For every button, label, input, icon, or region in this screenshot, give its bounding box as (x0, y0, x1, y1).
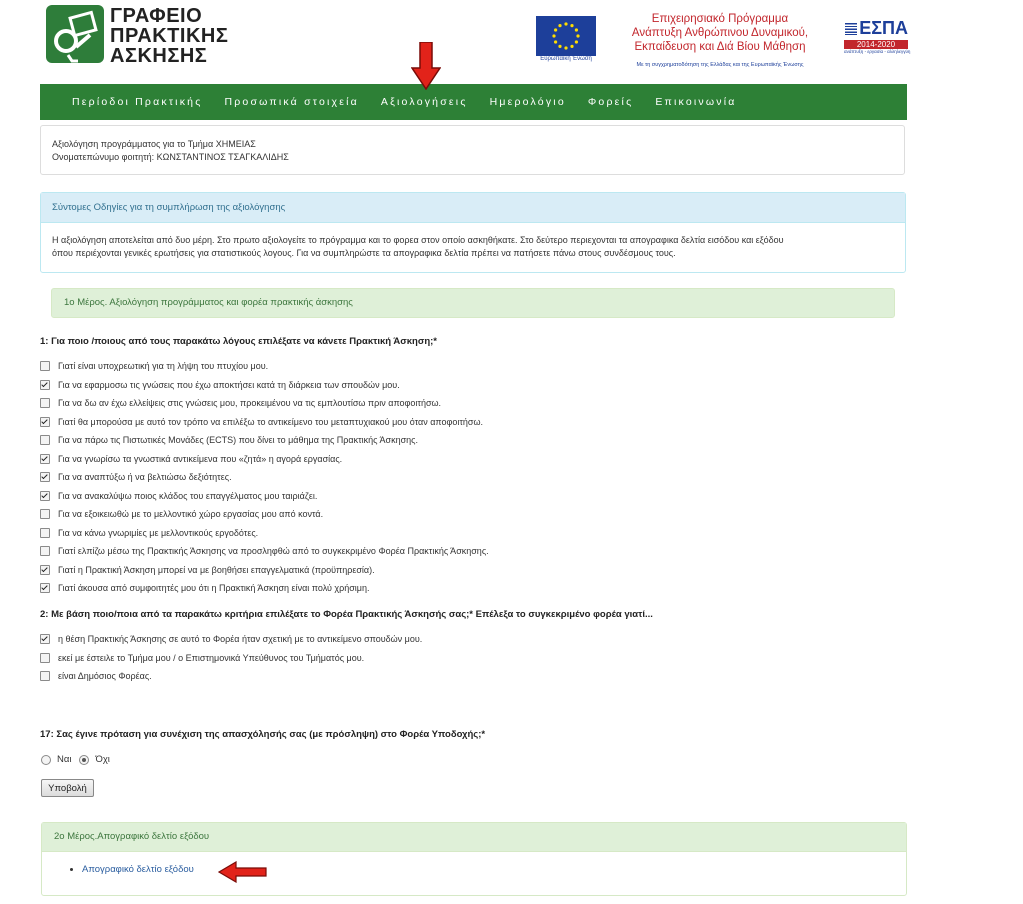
logo-icon (46, 5, 104, 63)
instructions-line-2: όπου περιέχονται γενικές ερωτήσεις για στατιστικούς λογους. Για να συμπληρώστε τα απογραφικα δελτία πρέπει να πατήσετε πάνω στους συνδέσμους τους. (52, 248, 676, 258)
question-1-option-label: Για να κάνω γνωριμίες με μελλοντικούς εργοδότες. (58, 527, 259, 538)
question-1-option-label: Για να γνωρίσω τα γνωστικά αντικείμενα που «ζητά» η αγορά εργασίας. (58, 453, 343, 464)
question-17-label: 17: Σας έγινε πρόταση για συνέχιση της απασχόλησής σας (με πρόσληψη) στο Φορέα Υποδοχής;* (40, 729, 486, 740)
program-title: Επιχειρησιακό Πρόγραμμα (651, 13, 789, 25)
eu-flag-icon (536, 16, 596, 56)
eu-label: Ευρωπαϊκή Ένωση (540, 56, 592, 62)
question-1-option[interactable] (40, 359, 268, 373)
part2-panel (41, 822, 907, 896)
question-2-option-label: είναι Δημόσιος Φορέας. (58, 671, 152, 681)
nav-item-evaluations[interactable]: Αξιολογήσεις (380, 96, 468, 108)
logo-line-2: ΠΡΑΚΤΙΚΗΣ (110, 25, 229, 47)
program-line-2: Ανάπτυξη Ανθρώπινου Δυναμικού, (631, 27, 809, 39)
question-1-option[interactable] (40, 526, 258, 540)
evaluation-info-box (40, 125, 905, 175)
logo-line-1: ΓΡΑΦΕΙΟ (110, 5, 203, 27)
question-1-option[interactable] (40, 507, 323, 521)
instructions-line-1: Η αξιολόγηση αποτελείται από δυο μέρη. Στο πρωτο αξιολογείτε το πρόγραμμα και το φορεα στον οποίο ασκηθήκατε. Στο δεύτερο περιεχονται τα απογραφικα δελτία εισόδου και εξόδου (52, 235, 784, 245)
radio-no-label: Όχι (95, 754, 110, 765)
evaluation-program-line: Αξιολόγηση προγράμματος για το Τμήμα ΧΗΜΕΙΑΣ (52, 139, 256, 149)
radio-yes-label: Ναι (57, 754, 72, 765)
question-1-checkbox[interactable] (40, 546, 50, 556)
question-1-option[interactable] (40, 581, 370, 595)
question-2-option[interactable] (40, 651, 364, 665)
question-1-checkbox[interactable] (40, 583, 50, 593)
annotation-arrow-down-icon (411, 42, 441, 90)
submit-button[interactable]: Υποβολή (41, 779, 94, 797)
question-1-option-label: Για να δω αν έχω ελλείψεις στις γνώσεις μου, προκειμένου να τις εμπλουτίσω πριν αποφοιτήσω. (58, 398, 442, 408)
question-1-option-label: Γιατί είναι υποχρεωτική για τη λήψη του πτυχίου μου. (58, 361, 269, 371)
question-2-checkbox[interactable] (40, 634, 50, 644)
question-2-option[interactable] (40, 669, 152, 683)
question-1-label: 1: Για ποιο /ποιους από τους παρακάτω λόγους επιλέξατε να κάνετε Πρακτική Άσκηση;* (40, 336, 438, 347)
question-1-option-label: Για να εφαρμοσω τις γνώσεις που έχω αποκτήσει κατά τη διάρκεια των σπουδών μου. (58, 379, 400, 390)
question-1-option-label: Για να αναπτύξω ή να βελτιώσω δεξιότητες. (58, 472, 232, 482)
question-1-option-label: Γιατί άκουσα από συμφοιτητές μου ότι η Πρακτική Άσκηση είναι πολύ χρήσιμη. (58, 583, 370, 593)
question-1-option-label: Γιατί ελπίζω μέσω της Πρακτικής Άσκησης να προσληφθώ από το συγκεκριμένο Φορέα Πρακτικής Άσκησης. (58, 546, 489, 556)
question-1-option[interactable] (40, 470, 232, 484)
question-1-option[interactable] (40, 396, 441, 410)
nav-item-contact[interactable]: Επικοινωνία (655, 96, 737, 108)
question-2-checkbox[interactable] (40, 671, 50, 681)
question-1-option[interactable] (40, 378, 400, 392)
question-1-option[interactable] (40, 489, 317, 503)
question-1-option-label: Γιατί θα μπορούσα με αυτό τον τρόπο να επιλέξω το αντικείμενο του μεταπτυχιακού μου όταν αποφοιτήσω. (58, 416, 483, 427)
question-1-checkbox[interactable] (40, 509, 50, 519)
espa-years: 2014-2020 (844, 40, 908, 49)
part2-list (42, 852, 906, 875)
nav-item-personal[interactable]: Προσωπικά στοιχεία (224, 96, 359, 108)
greek-flag-icon (845, 23, 857, 35)
question-1-option-label: Γιατί η Πρακτική Άσκηση μπορεί να με βοηθήσει επαγγελματικά (προϋπηρεσία). (58, 564, 375, 575)
question-1-option-label: Για να ανακαλύψω ποιος κλάδος του επαγγέλματος μου ταιριάζει. (58, 490, 318, 501)
question-1-checkbox[interactable] (40, 472, 50, 482)
question-1-option-label: Για να πάρω τις Πιστωτικές Μονάδες (ECTS) που δίνει το μάθημα της Πρακτικής Άσκησης. (58, 435, 418, 445)
question-1-checkbox[interactable] (40, 454, 50, 464)
question-2-option-label: η θέση Πρακτικής Άσκησης σε αυτό το Φορέα ήταν σχετική με το αντικείμενο σπουδών μου. (58, 634, 423, 644)
question-1-checkbox[interactable] (40, 565, 50, 575)
espa-title: ΕΣΠΑ (859, 18, 908, 38)
question-1-option-label: Για να εξοικειωθώ με το μελλοντικό χώρο εργασίας μου από κοντά. (58, 509, 324, 519)
question-1-checkbox[interactable] (40, 491, 50, 501)
question-1-checkbox[interactable] (40, 435, 50, 445)
question-17-options (41, 754, 110, 765)
radio-no[interactable] (79, 755, 89, 765)
question-1-option[interactable] (40, 563, 375, 577)
question-2-option[interactable] (40, 632, 422, 646)
question-2-option-label: εκεί με έστειλε το Τμήμα μου / ο Επιστημονικά Υπεύθυνος του Τμήματός μου. (58, 652, 365, 663)
question-1-checkbox[interactable] (40, 417, 50, 427)
question-1-checkbox[interactable] (40, 361, 50, 371)
student-name-line: Ονοματεπώνυμο φοιτητή: ΚΩΝΣΤΑΝΤΙΝΟΣ ΤΣΑΓΚΑΛΙΔΗΣ (52, 152, 289, 162)
nav-item-periods[interactable]: Περίοδοι Πρακτικής (72, 96, 203, 108)
instructions-heading: Σύντομες Οδηγίες για τη συμπλήρωση της αξιολόγησης (41, 193, 905, 223)
question-1-checkbox[interactable] (40, 380, 50, 390)
program-cofund: Με τη συγχρηματοδότηση της Ελλάδας και της Ευρωπαϊκής Ένωσης (636, 62, 804, 68)
question-2-label: 2: Με βάση ποιο/ποια από τα παρακάτω κριτήρια επιλέξατε το Φορέα Πρακτικής Άσκησής σας;* Επέλεξα το συγκεκριμένο φορέα γιατί... (40, 609, 653, 620)
nav-item-organizations[interactable]: Φορείς (587, 96, 634, 108)
question-2-checkbox[interactable] (40, 653, 50, 663)
logo-line-3: ΑΣΚΗΣΗΣ (110, 45, 208, 67)
question-1-option[interactable] (40, 452, 342, 466)
radio-yes[interactable] (41, 755, 51, 765)
part2-heading: 2ο Μέρος.Απογραφικό δελτίο εξόδου (42, 823, 906, 852)
program-line-3: Εκπαίδευση και Διά Βίου Μάθηση (634, 41, 806, 53)
question-1-checkbox[interactable] (40, 528, 50, 538)
program-banner (600, 12, 840, 72)
question-1-option[interactable] (40, 433, 418, 447)
annotation-arrow-left-icon (218, 861, 268, 883)
nav-item-calendar[interactable]: Ημερολόγιο (489, 96, 566, 108)
exit-form-link[interactable]: Απογραφικό δελτίο εξόδου (82, 864, 194, 875)
main-nav (40, 84, 907, 120)
site-logo-text (110, 6, 228, 66)
instructions-panel (40, 192, 906, 273)
question-1-checkbox[interactable] (40, 398, 50, 408)
espa-logo (844, 18, 911, 62)
question-1-option[interactable] (40, 415, 483, 429)
list-bullet (70, 868, 73, 871)
part1-heading: 1ο Μέρος. Αξιολόγηση προγράμματος και φορέα πρακτικής άσκησης (51, 288, 895, 318)
question-1-option[interactable] (40, 544, 489, 558)
espa-slogan: ανάπτυξη - εργασία - αλληλεγγύη (844, 49, 911, 54)
